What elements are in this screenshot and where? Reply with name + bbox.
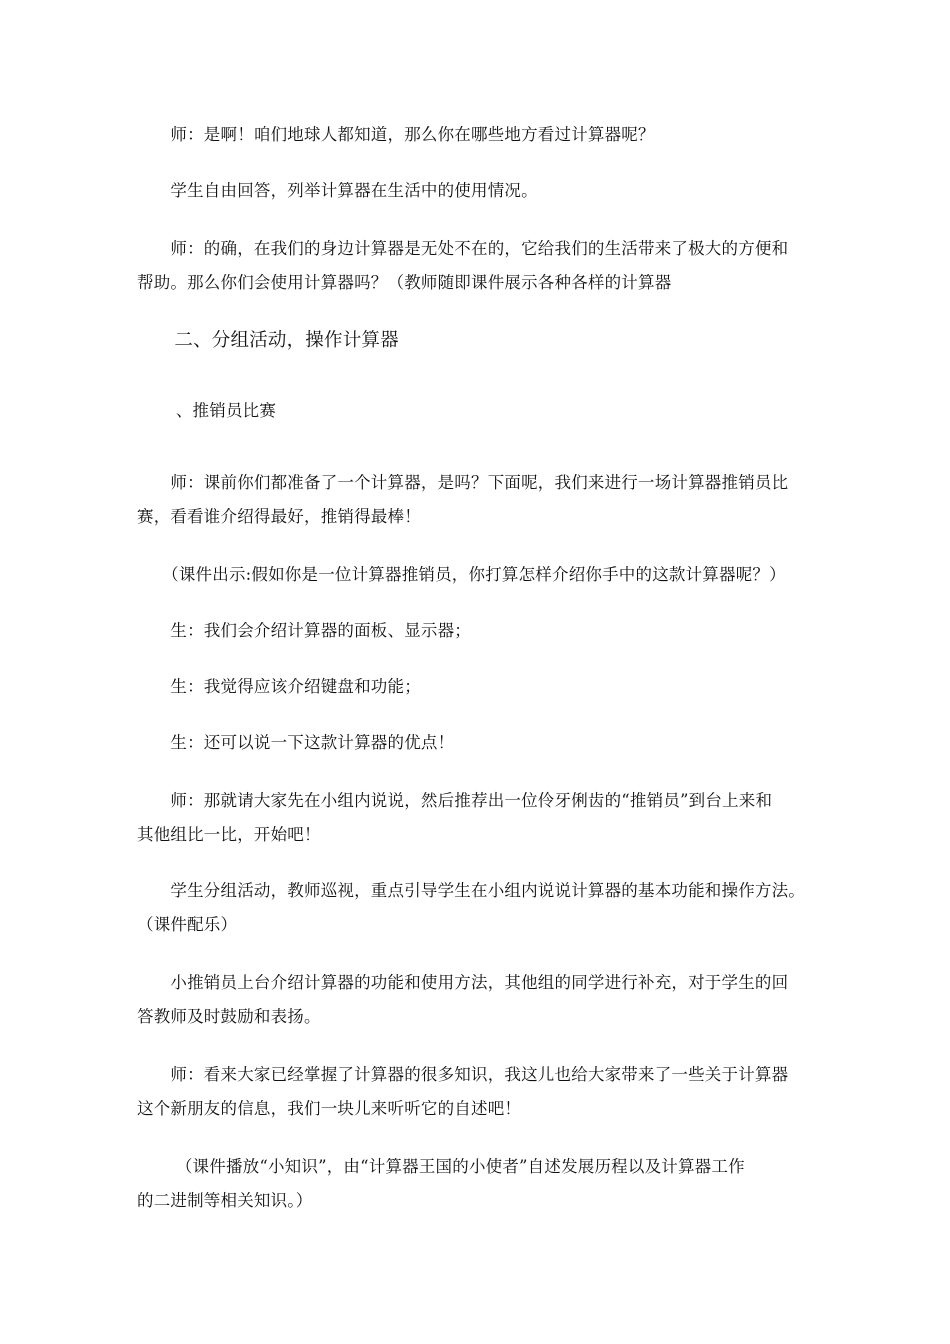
paragraph-9	[137, 670, 817, 704]
paragraph-line: 其他组比一比，开始吧！	[137, 825, 321, 844]
paragraph-13	[137, 966, 817, 1034]
paragraph-6	[137, 466, 817, 534]
subsection-heading	[137, 394, 817, 428]
paragraph-line: 师：那就请大家先在小组内说说，然后推荐出一位伶牙俐齿的“推销员”到台上来和	[137, 791, 773, 810]
heading-line: 二、分组活动，操作计算器	[137, 330, 399, 351]
paragraph-line: 学生分组活动，教师巡视，重点引导学生在小组内说说计算器的基本功能和操作方法。	[137, 881, 805, 900]
paragraph-line: 生：我觉得应该介绍键盘和功能；	[137, 677, 421, 696]
paragraph-line: 的二进制等相关知识。）	[137, 1191, 313, 1210]
paragraph-line: 师：看来大家已经掌握了计算器的很多知识，我这儿也给大家带来了一些关于计算器	[137, 1065, 789, 1084]
paragraph-8	[137, 614, 817, 648]
paragraph-line: 师：是啊！咱们地球人都知道，那么你在哪些地方看过计算器呢？	[137, 125, 655, 144]
paragraph-12	[137, 874, 817, 942]
paragraph-line: 师：的确，在我们的身边计算器是无处不在的，它给我们的生活带来了极大的方便和	[137, 239, 789, 258]
section-heading	[137, 324, 817, 358]
paragraph-line: （课件播放“小知识”，由“计算器王国的小使者”自述发展历程以及计算器工作	[137, 1157, 745, 1176]
paragraph-2	[137, 174, 817, 208]
paragraph-line: 学生自由回答，列举计算器在生活中的使用情况。	[137, 181, 538, 200]
paragraph-line: （课件出示:假如你是一位计算器推销员，你打算怎样介绍你手中的这款计算器呢？）	[137, 565, 786, 584]
paragraph-10	[137, 726, 817, 760]
paragraph-line: 生：我们会介绍计算器的面板、显示器；	[137, 621, 471, 640]
paragraph-line: 师：课前你们都准备了一个计算器，是吗？下面呢，我们来进行一场计算器推销员比	[137, 473, 789, 492]
paragraph-3	[137, 232, 817, 300]
paragraph-7	[137, 558, 817, 592]
paragraph-line: 答教师及时鼓励和表扬。	[137, 1007, 321, 1026]
paragraph-11	[137, 784, 817, 852]
paragraph-14	[137, 1058, 817, 1126]
paragraph-line: 生：还可以说一下这款计算器的优点！	[137, 733, 455, 752]
paragraph-line: 这个新朋友的信息，我们一块儿来听听它的自述吧！	[137, 1099, 522, 1118]
heading-line: 、推销员比赛	[137, 401, 277, 420]
paragraph-line: 赛，看看谁介绍得最好，推销得最棒！	[137, 507, 421, 526]
paragraph-line: 帮助。那么你们会使用计算器吗？（教师随即课件展示各种各样的计算器	[137, 273, 672, 292]
paragraph-line: （课件配乐）	[137, 915, 238, 934]
paragraph-15	[137, 1150, 817, 1218]
paragraph-line: 小推销员上台介绍计算器的功能和使用方法，其他组的同学进行补充，对于学生的回	[137, 973, 789, 992]
paragraph-1	[137, 118, 817, 152]
